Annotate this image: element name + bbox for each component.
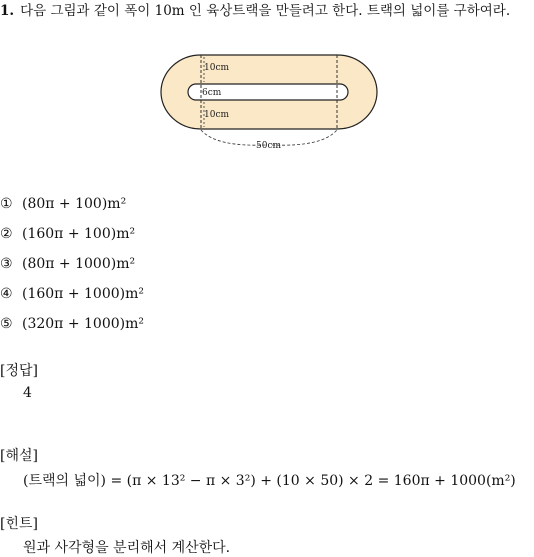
choice-mark: ① <box>0 196 13 212</box>
choice-4[interactable] <box>0 286 144 302</box>
choice-mark: ③ <box>0 256 13 272</box>
choice-text: (160π + 1000)m² <box>22 286 144 302</box>
choice-text: (80π + 100)m² <box>22 196 127 212</box>
choice-5[interactable] <box>0 316 144 332</box>
question-number: 1. <box>0 3 15 19</box>
label-bottom: 10cm <box>204 110 230 120</box>
question-body: 다음 그림과 같이 폭이 10m 인 육상트랙을 만들려고 한다. 트랙의 넓이를 구하여라. <box>20 3 511 19</box>
label-middle: 6cm <box>202 88 222 98</box>
answer-heading: [정답] <box>0 363 38 379</box>
choice-3[interactable] <box>0 256 135 272</box>
answer-value: 4 <box>23 385 32 401</box>
question-text <box>0 0 534 22</box>
label-length: 50cm <box>256 141 282 151</box>
explanation-text: (트랙의 넓이) = (π × 13² − π × 3²) + (10 × 50) × 2 = 160π + 1000(m²) <box>23 473 516 489</box>
choice-2[interactable] <box>0 226 135 242</box>
choice-text: (320π + 1000)m² <box>22 316 144 332</box>
choice-1[interactable] <box>0 196 126 212</box>
hint-heading: [힌트] <box>0 516 38 532</box>
choice-mark: ② <box>0 226 13 242</box>
choice-mark: ④ <box>0 286 13 302</box>
choice-mark: ⑤ <box>0 316 13 332</box>
hint-text: 원과 사각형을 분리해서 계산한다. <box>23 540 231 556</box>
choice-text: (80π + 1000)m² <box>22 256 136 272</box>
label-top: 10cm <box>204 63 230 73</box>
choice-text: (160π + 100)m² <box>22 226 136 242</box>
track-figure <box>156 52 380 154</box>
explanation-heading: [해설] <box>0 448 38 464</box>
